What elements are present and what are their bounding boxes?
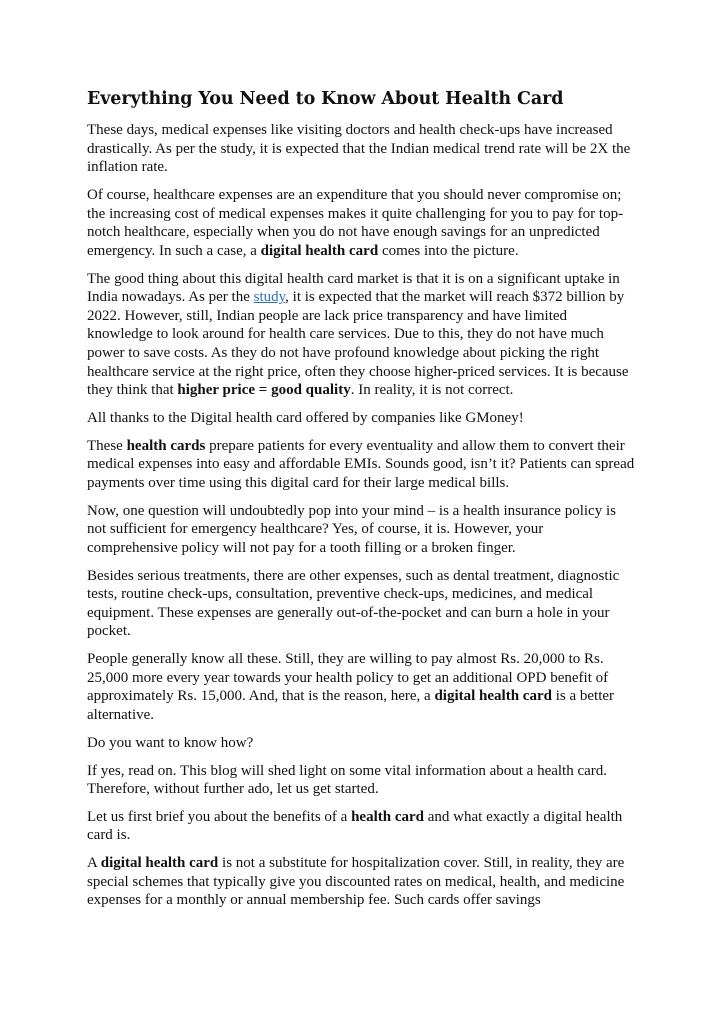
paragraph-text: is a better alternative. [87,688,615,723]
paragraph-text: Of course, healthcare expenses are an expenditure that you should never compromise on; the increasing cost of medical expenses makes it quite challenging for you to pay for top-notch healthcare, especially when you do not have enough savings for an unpredicted emergency. In such a case, a [87,186,624,259]
paragraph [87,502,635,558]
bold-keyword: digital health card [434,688,552,705]
document-page [87,86,635,919]
paragraph [87,121,635,177]
bold-keyword: higher price = good quality [177,382,351,399]
paragraph-text: , it is expected that the market will reach $372 billion by 2022. However, still, Indian people are lack price transparency and have limited knowledge to look around for health care services. Due to this, they do not have much power to save costs. As they do not have profound knowledge about picking the right healthcare service at the right price, often they choose higher-priced services. It is because they think that [87,289,629,399]
paragraph-text: All thanks to the Digital health card offered by companies like GMoney! [87,409,524,426]
paragraph-text: comes into the picture. [378,242,519,259]
bold-keyword: digital health card [100,855,219,872]
paragraph [87,270,635,400]
paragraph-text: If yes, read on. This blog will shed light on some vital information about a health card. Therefore, without further ado, let us get started. [87,762,608,798]
study-link[interactable]: study [253,289,286,306]
paragraph [87,409,635,428]
paragraph-text: Besides serious treatments, there are other expenses, such as dental treatment, diagnostic tests, routine check-ups, consultation, preventive check-ups, medicines, and medical equipment. These expenses are generally out-of-the-pocket and can burn a hole in your pocket. [87,567,620,640]
paragraph-text: These days, medical expenses like visiting doctors and health check-ups have increased drastically. As per the study, it is expected that the Indian medical trend rate will be 2X the inflation rate. [87,122,631,176]
paragraph [87,854,635,910]
paragraph-text: Let us first brief you about the benefits of a [87,808,352,825]
paragraph [87,186,635,260]
document-body [87,121,635,910]
paragraph-text: . In reality, it is not correct. [350,382,514,399]
paragraph [87,762,635,799]
paragraph-text: prepare patients for every eventuality and allow them to convert their medical expenses into easy and affordable EMIs. Sounds good, isn’t it? Patients can spread payments over time using this digital card for their large medical bills. [87,437,635,491]
bold-keyword: health cards [126,437,206,454]
paragraph [87,437,635,493]
paragraph [87,567,635,641]
paragraph [87,808,635,845]
paragraph-text: People generally know all these. Still, they are willing to pay almost Rs. 20,000 to Rs. 25,000 more every year towards your health policy to get an additional OPD benefit of approximately Rs. 15,000. And, that is the reason, here, a [87,651,609,705]
paragraph-text: Now, one question will undoubtedly pop into your mind – is a health insurance policy is not sufficient for emergency healthcare? Yes, of course, it is. However, your comprehensive policy will not pay for a tooth filling or a broken finger. [87,502,616,556]
bold-keyword: digital health card [260,242,379,259]
paragraph-text: A [87,855,101,872]
bold-keyword: health card [351,808,425,825]
paragraph-text: Do you want to know how? [87,734,254,751]
paragraph-text: These [87,437,127,454]
document-title: Everything You Need to Know About Health Card [87,89,564,109]
paragraph-text: is not a substitute for hospitalization cover. Still, in reality, they are special schemes that typically give you discounted rates on medical, health, and medicine expenses for a monthly or annual membership fee. Such cards offer savings [87,855,625,909]
paragraph-text: The good thing about this digital health card market is that it is on a significant uptake in India nowadays. As per the [87,270,620,306]
paragraph [87,650,635,724]
paragraph-text: and what exactly a digital health card is. [87,808,623,844]
paragraph [87,734,635,753]
